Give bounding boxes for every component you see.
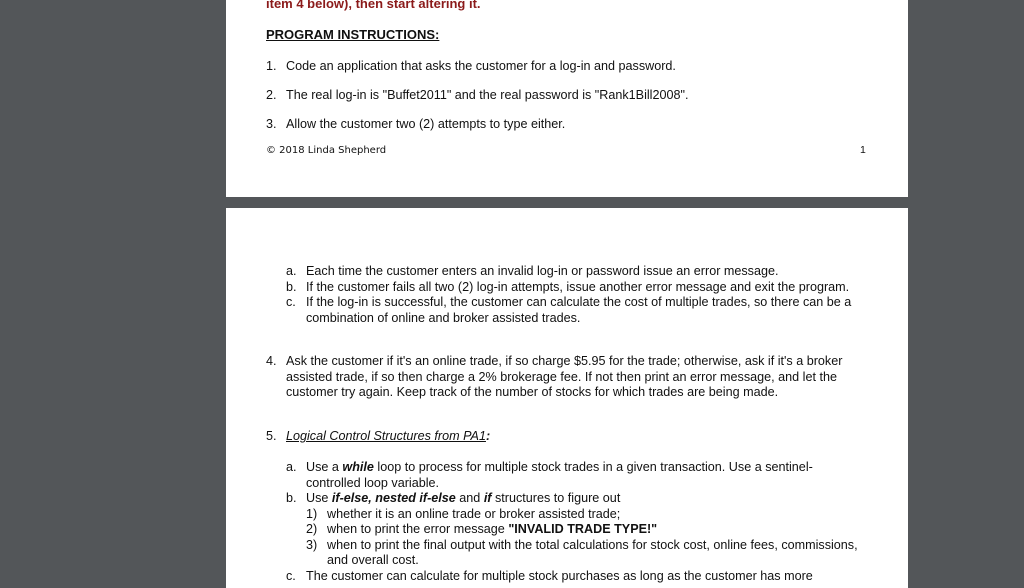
- sub-marker: a.: [286, 264, 297, 278]
- nested-marker: 1): [306, 506, 318, 521]
- instruction-item-1: [266, 59, 866, 75]
- heading-text: PROGRAM INSTRUCTIONS: [266, 27, 435, 42]
- item-text: Ask the customer if it's an online trade, if so charge $5.95 for the trade; otherwise, ask if it's a broker assisted trade, if so then charge a 2% brokerage fee. If not then print an error message, and let the customer try again. Keep track of the number of stocks for which trades are being made.: [286, 354, 843, 399]
- sub-list-item-3: [286, 264, 861, 326]
- keyword-if-else: if-else, nested if-else: [331, 491, 456, 505]
- document-page-2: [226, 208, 908, 588]
- error-message-text: "INVALID TRADE TYPE!": [508, 522, 658, 536]
- page-number: 1: [860, 144, 866, 156]
- nested-list: [286, 507, 861, 569]
- item-text: Allow the customer two (2) attempts to type either.: [286, 117, 566, 131]
- program-instructions-heading: [266, 27, 439, 43]
- item-number: 5.: [266, 429, 277, 443]
- instruction-item-4: [266, 354, 861, 401]
- sub-item-5b: [286, 491, 861, 507]
- sub-text-post: structures to figure out: [491, 491, 621, 505]
- sub-item-b: [286, 280, 861, 296]
- sub-marker: c.: [286, 568, 296, 583]
- heading-colon: :: [435, 27, 440, 42]
- nested-text: when to print the final output with the total calculations for stock cost, online fees, commissions, and overall cost.: [327, 537, 858, 567]
- sub-text-pre: Use a: [306, 460, 343, 474]
- nested-item-3: [306, 538, 861, 569]
- item-text: Code an application that asks the customer for a log-in and password.: [286, 59, 676, 73]
- sub-text-mid: and: [455, 491, 484, 505]
- section-title: Logical Control Structures from PA1: [286, 429, 486, 443]
- sub-text: If the log-in is successful, the customer can calculate the cost of multiple trades, so there can be a combination of online and broker assisted trades.: [306, 295, 852, 325]
- item-number: 2.: [266, 88, 277, 102]
- item-text: The real log-in is "Buffet2011" and the real password is "Rank1Bill2008".: [286, 88, 689, 102]
- instruction-item-3: [266, 117, 866, 133]
- nested-item-2: [306, 522, 861, 538]
- section-title-colon: :: [485, 429, 491, 443]
- nested-marker: 3): [306, 537, 318, 552]
- sub-text: If the customer fails all two (2) log-in attempts, issue another error message and exit the program.: [306, 279, 850, 294]
- sub-marker: c.: [286, 295, 296, 309]
- document-page-1: [226, 0, 908, 197]
- sub-text-post: loop to process for multiple stock trades in a given transaction. Use a sentinel-controlled loop variable.: [306, 460, 813, 490]
- sub-marker: b.: [286, 279, 297, 294]
- page-top-cut-text: item 4 below), then start altering it.: [266, 0, 481, 11]
- sub-text: The customer can calculate for multiple stock purchases as long as the customer has more: [306, 568, 813, 583]
- keyword-if: if: [483, 491, 492, 505]
- sub-text-pre: Use: [306, 491, 332, 505]
- nested-item-1: [306, 507, 861, 523]
- item-number: 1.: [266, 59, 277, 73]
- sub-text: Each time the customer enters an invalid log-in or password issue an error message.: [306, 264, 779, 278]
- copyright-footer: © 2018 Linda Shepherd: [266, 145, 387, 156]
- nested-marker: 2): [306, 522, 318, 536]
- sub-list-item-5: [286, 460, 861, 584]
- sub-item-5a: [286, 460, 861, 491]
- sub-item-5c: [286, 569, 861, 585]
- sub-item-a: [286, 264, 861, 280]
- nested-text: when to print the error message: [327, 522, 509, 536]
- sub-item-c: [286, 295, 861, 326]
- item-number: 3.: [266, 117, 277, 131]
- instruction-item-2: [266, 88, 866, 104]
- item-number: 4.: [266, 354, 277, 368]
- sub-marker: b.: [286, 491, 297, 505]
- instruction-item-5: [266, 429, 861, 445]
- sub-marker: a.: [286, 460, 297, 474]
- nested-text: whether it is an online trade or broker assisted trade;: [327, 506, 621, 521]
- keyword-while: while: [342, 460, 374, 474]
